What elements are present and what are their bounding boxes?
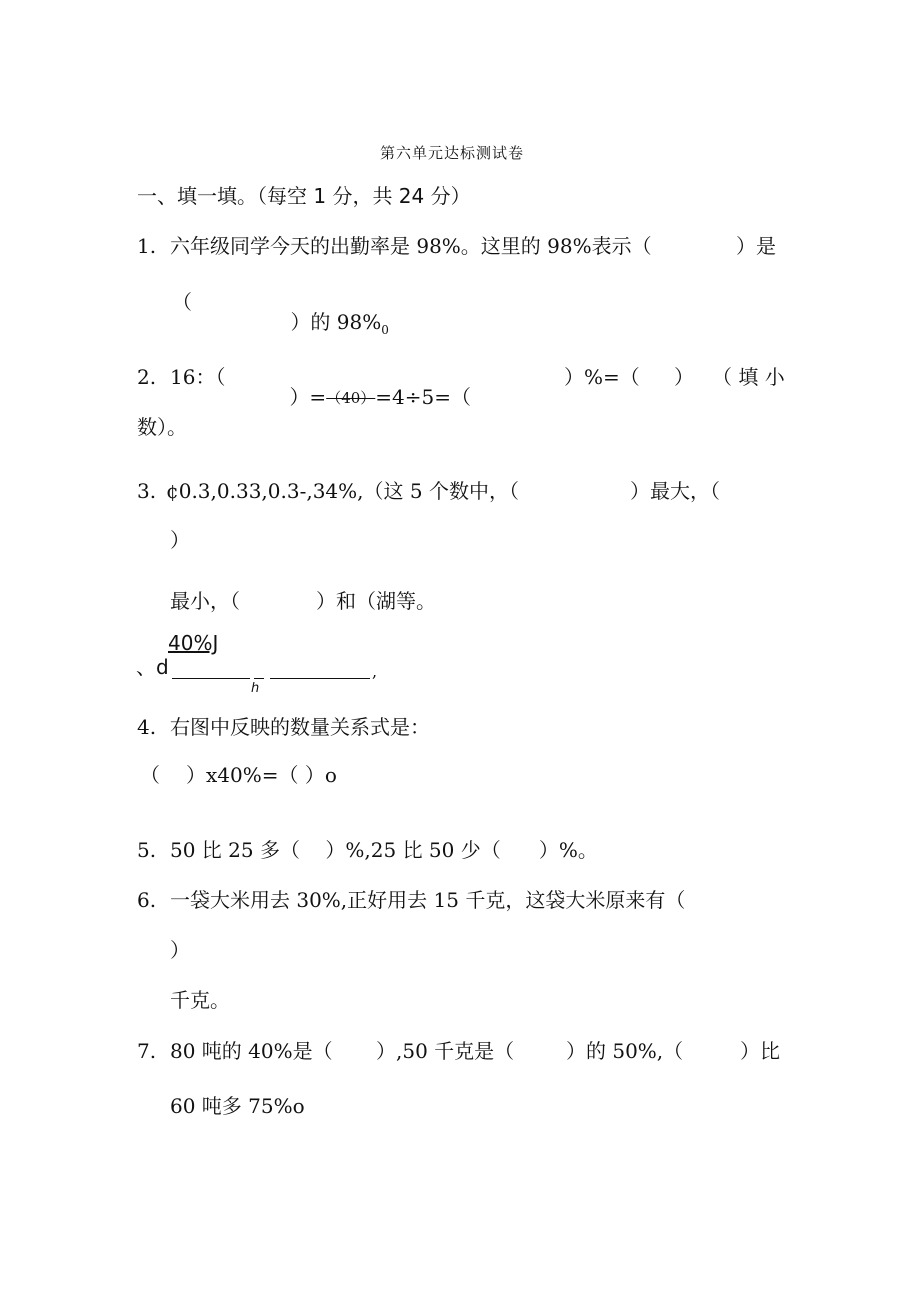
question-text: 一袋大米用去 30%,正好用去 15 千克，这袋大米原来有（ [170, 888, 686, 912]
question-text [265, 292, 389, 352]
question-text: =4÷5=（ [375, 385, 472, 409]
question-number: 2. [137, 365, 157, 389]
question-number: 7. [137, 1039, 157, 1063]
question-number: 6. [137, 888, 157, 912]
question-text: ）的 50%,（ [566, 1039, 684, 1063]
blank-open: （ [172, 290, 192, 314]
question-text: ）的 98% [290, 310, 382, 334]
question-text: ¢0.3,0.33,0.3-,34%,（这 5 个数中，（ [166, 479, 519, 503]
question-text: 80 吨的 40%是（ [170, 1039, 333, 1063]
subscript-text: 0 [381, 323, 389, 337]
figure-line [254, 678, 264, 679]
question-text: ）= [289, 385, 327, 409]
question-text: 数）。 [137, 415, 187, 439]
figure-line [172, 678, 250, 679]
question-text: 六年级同学今天的出勤率是 98%。这里的 98%表示（ [170, 234, 652, 258]
question-text: ）%=（ [564, 365, 640, 389]
question-text: 最小，（ [170, 589, 240, 613]
question-text: （ 填 小 [712, 365, 785, 389]
section-heading: 一、填一填。（每空 1 分，共 24 分） [137, 184, 471, 208]
question-text: ） [170, 528, 190, 552]
question-text: 16：（ [170, 365, 226, 389]
question-text: ）最大，（ [630, 479, 720, 503]
question-text: ）比 [740, 1039, 780, 1063]
question-number: 1. [137, 234, 157, 258]
question-text: ）,50 千克是（ [376, 1039, 515, 1063]
question-text: ） [170, 938, 190, 962]
question-text: ）x40%=（ ）o [186, 763, 337, 787]
question-text: 右图中反映的数量关系式是： [170, 715, 430, 739]
figure-label: 40%J [168, 631, 219, 655]
question-number: 5. [137, 838, 157, 862]
blank-open: （ [140, 763, 160, 787]
page-title: 第六单元达标测试卷 [380, 144, 525, 162]
question-text: ）和（湖等。 [316, 589, 436, 613]
question-text [264, 367, 471, 427]
figure-label: h [251, 681, 260, 696]
question-text: ）是 [736, 234, 776, 258]
figure-label: 、d [136, 655, 169, 679]
question-text: 50 比 25 多（ ）%,25 比 50 少（ ）%。 [170, 838, 598, 862]
question-number: 3. [137, 479, 157, 503]
figure-label: , [372, 662, 378, 681]
figure-line [270, 678, 370, 679]
question-text: 千克。 [170, 988, 230, 1012]
question-text: 60 吨多 75%o [170, 1094, 305, 1118]
question-text: ） [674, 365, 694, 389]
struck-text: （40） [326, 389, 376, 407]
question-number: 4. [137, 715, 157, 739]
